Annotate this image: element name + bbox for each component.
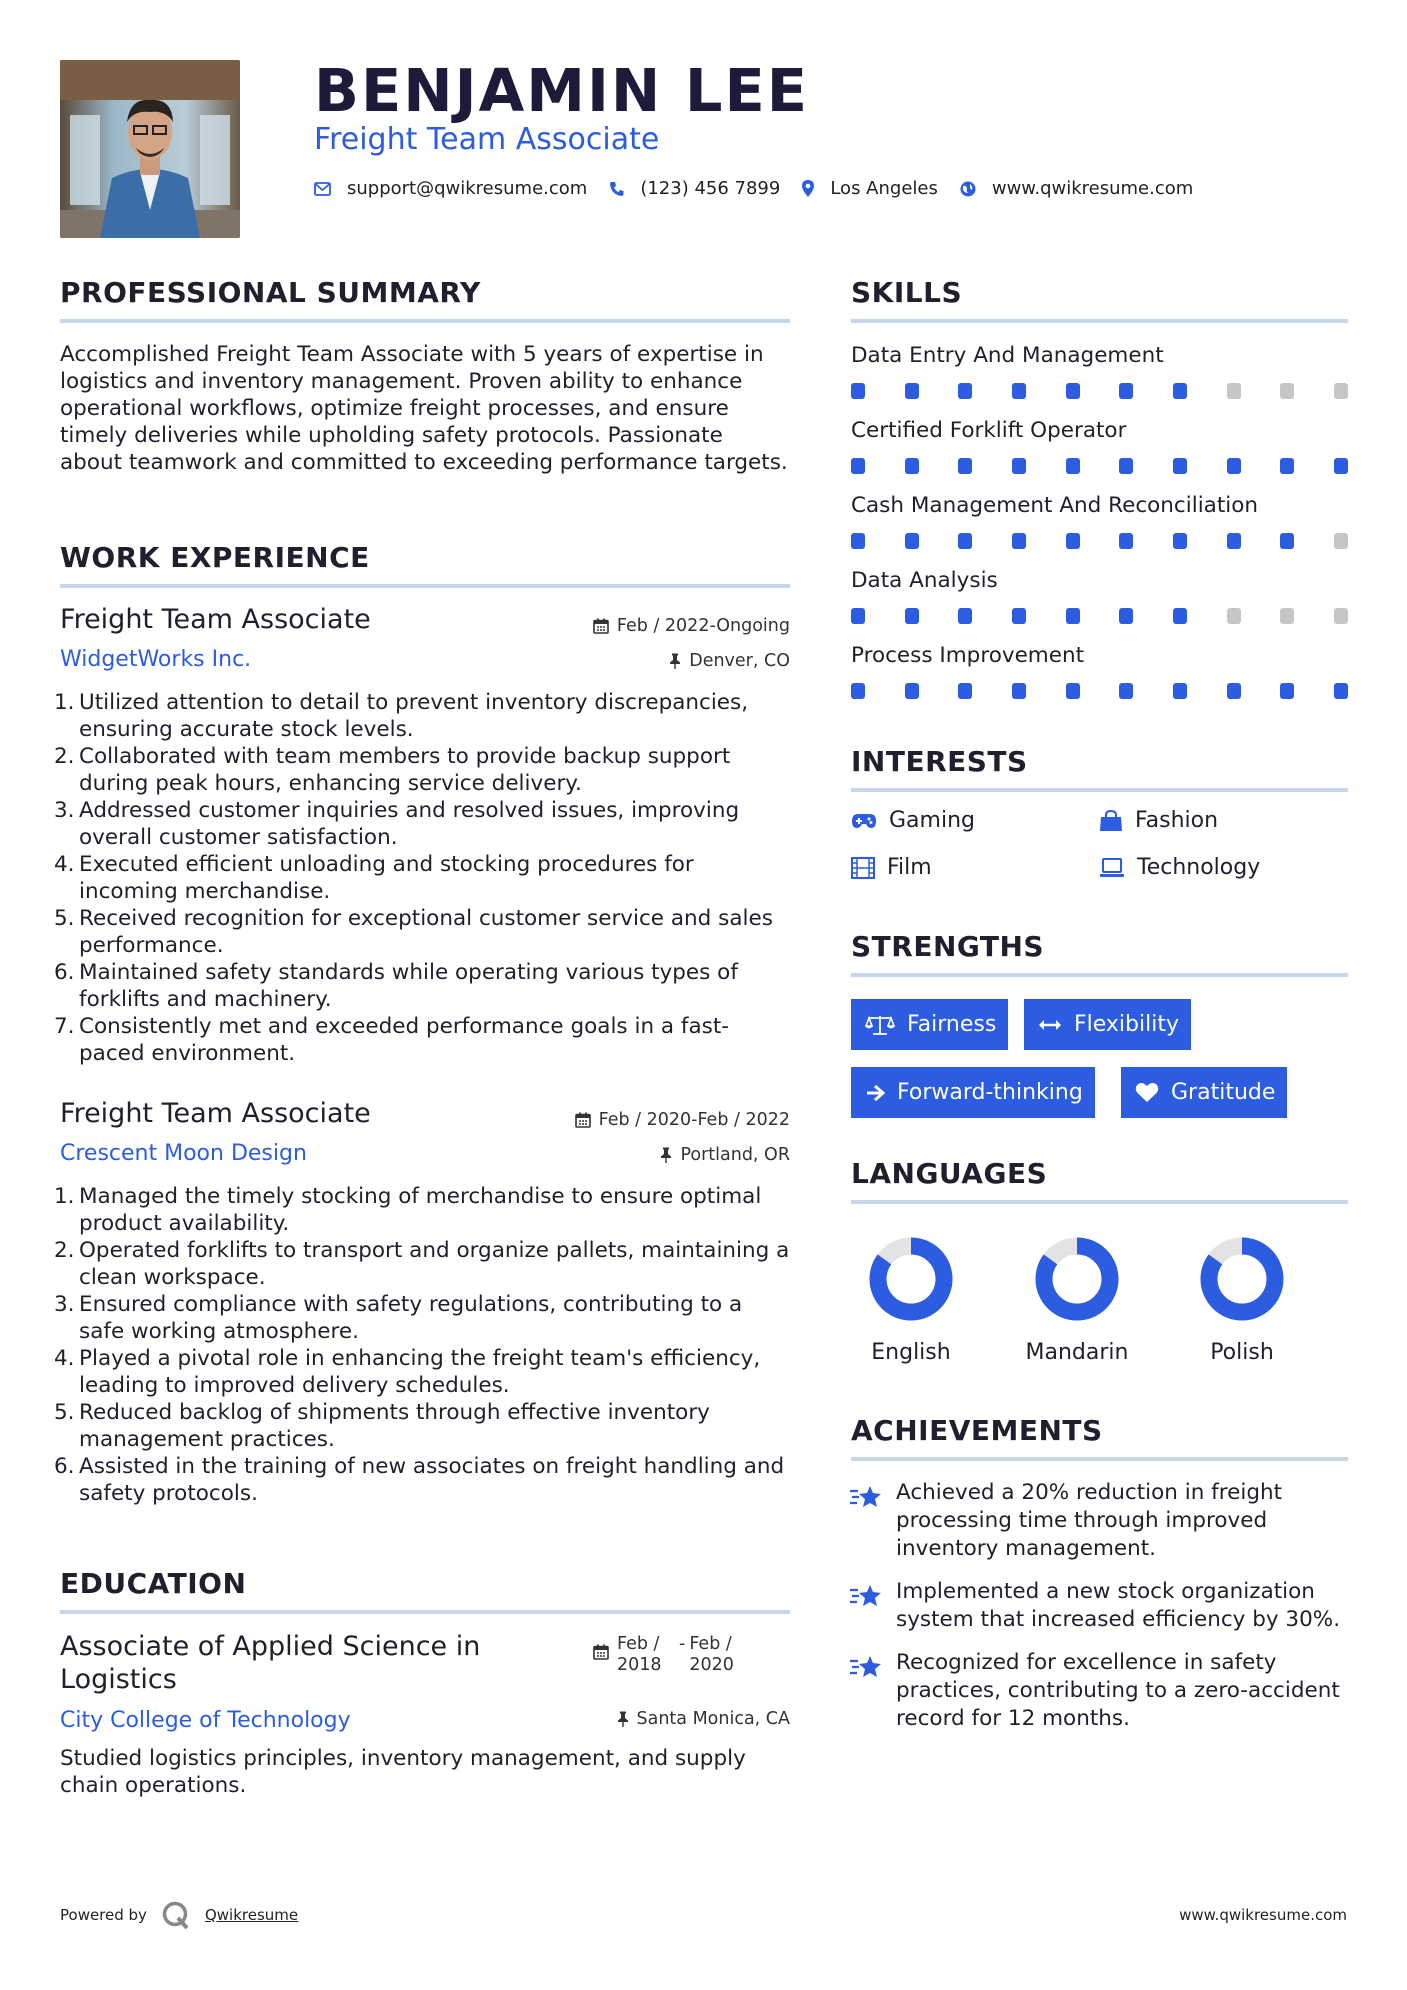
date-separator: - [679, 1634, 686, 1654]
arrow-right-icon [865, 1084, 885, 1102]
skill-dot-empty [1334, 533, 1348, 549]
email-text: support@qwikresume.com [347, 178, 588, 199]
skill-dot-empty [1280, 383, 1294, 399]
skill-dot-filled [851, 683, 865, 699]
skill-name: Cash Management And Reconciliation [851, 493, 1259, 518]
pushpin-icon [660, 1147, 672, 1163]
achievements-heading: ACHIEVEMENTS [851, 1414, 1103, 1447]
skill-dot-empty [1334, 608, 1348, 624]
interest-item [851, 808, 975, 833]
skill-dot-filled [905, 683, 919, 699]
list-item: 5. Received recognition for exceptional customer service and sales performance. [54, 906, 773, 958]
skill-dot-filled [1227, 683, 1241, 699]
website-text: www.qwikresume.com [991, 178, 1194, 199]
shooting-star-icon [849, 1582, 883, 1610]
list-item: 3. Addressed customer inquiries and resolved issues, improving overall customer satisfaction. [54, 798, 740, 850]
skill-dot-filled [1066, 533, 1080, 549]
achievement-item: Achieved a 20% reduction in freight processing time through improved inventory management. [896, 1480, 1283, 1561]
arrows-horizontal-icon [1038, 1018, 1062, 1032]
achievement-item: Recognized for excellence in safety practices, contributing to a zero-accident record for 12 months. [896, 1650, 1340, 1731]
education-heading: EDUCATION [60, 1567, 247, 1600]
skill-name: Data Entry And Management [851, 343, 1164, 368]
skill-dot-filled [905, 458, 919, 474]
list-item: 2. Operated forklifts to transport and organize pallets, maintaining a clean workspace. [54, 1238, 790, 1290]
job-location [660, 1145, 790, 1165]
list-item: 6. Maintained safety standards while operating various types of forklifts and machinery. [54, 960, 738, 1012]
job-dates [575, 1110, 790, 1130]
skill-dot-filled [1173, 533, 1187, 549]
skill-dot-filled [1066, 458, 1080, 474]
education-description: Studied logistics principles, inventory management, and supply chain operations. [60, 1746, 746, 1798]
powered-by-text: Powered by [60, 1906, 147, 1924]
language-donut [1034, 1236, 1120, 1322]
list-item: 3. Ensured compliance with safety regulations, contributing to a safe working atmosphere. [54, 1292, 743, 1344]
language-label: English [871, 1340, 951, 1365]
skill-dot-filled [1119, 533, 1133, 549]
experience-heading: WORK EXPERIENCE [60, 541, 370, 574]
balance-scale-icon [865, 1014, 895, 1036]
job-location-text: Denver, CO [689, 651, 790, 671]
interest-item [1099, 808, 1218, 833]
job-location [669, 651, 790, 671]
interest-label: Technology [1137, 855, 1261, 880]
list-item: 4. Executed efficient unloading and stocking procedures for incoming merchandise. [54, 852, 694, 904]
skill-name: Process Improvement [851, 643, 1085, 668]
skill-dot-empty [1334, 383, 1348, 399]
language-label: Polish [1210, 1340, 1274, 1365]
skill-dot-filled [1066, 383, 1080, 399]
interest-label: Film [887, 855, 932, 880]
list-item: 2. Collaborated with team members to provide backup support during peak hours, enhancing service delivery. [54, 744, 731, 796]
company-name[interactable]: WidgetWorks Inc. [60, 647, 252, 672]
language-donut [1199, 1236, 1285, 1322]
profile-photo [60, 60, 240, 238]
experience-divider [60, 584, 790, 588]
list-item: 5. Reduced backlog of shipments through effective inventory management practices. [54, 1400, 710, 1452]
strength-label: Gratitude [1171, 1080, 1276, 1105]
skill-dot-filled [851, 533, 865, 549]
education-location [617, 1709, 791, 1729]
skill-dot-filled [851, 608, 865, 624]
contact-website[interactable] [960, 178, 1193, 199]
skill-dot-filled [1173, 383, 1187, 399]
calendar-icon [593, 1644, 609, 1660]
strength-chip [1024, 999, 1191, 1050]
strengths-heading: STRENGTHS [851, 930, 1045, 963]
map-pin-icon [802, 180, 814, 197]
job-location-text: Portland, OR [680, 1145, 790, 1165]
qwikresume-link[interactable]: Qwikresume [204, 1906, 299, 1924]
achievement-item: Implemented a new stock organization system that increased efficiency by 30%. [896, 1579, 1341, 1632]
skill-name: Certified Forklift Operator [851, 418, 1127, 443]
skill-dot-filled [1012, 458, 1026, 474]
strengths-divider [851, 973, 1348, 977]
skill-dot-filled [1012, 683, 1026, 699]
skill-dot-filled [958, 533, 972, 549]
job-title: Freight Team Associate [60, 1098, 371, 1129]
languages-heading: LANGUAGES [851, 1157, 1048, 1190]
pushpin-icon [669, 653, 681, 669]
education-location-text: Santa Monica, CA [636, 1709, 790, 1729]
skill-dot-filled [1280, 458, 1294, 474]
education-dates [593, 1634, 747, 1676]
job-dates [593, 616, 790, 636]
candidate-name: BENJAMIN LEE [314, 56, 810, 125]
list-item: 1. Utilized attention to detail to prevent inventory discrepancies, ensuring accurate stock levels. [54, 690, 749, 742]
laptop-icon [1099, 858, 1125, 878]
strength-label: Forward-thinking [897, 1080, 1083, 1105]
skill-rating [851, 683, 1348, 699]
phone-text: (123) 456 7899 [640, 178, 781, 199]
interest-item [851, 855, 932, 880]
summary-text: Accomplished Freight Team Associate with 5 years of expertise in logistics and inventory management. Proven ability to enhance operational workflows, optimize freight processes, and ensure timely deliveries while upholding safety protocols. Passionate about teamwork and committed to exceeding performance targets. [60, 342, 788, 475]
skill-dot-filled [1119, 383, 1133, 399]
skill-dot-filled [958, 458, 972, 474]
summary-heading: PROFESSIONAL SUMMARY [60, 276, 481, 309]
gamepad-icon [851, 813, 877, 829]
interests-divider [851, 788, 1348, 792]
strength-label: Fairness [907, 1012, 997, 1037]
skill-dot-filled [1173, 683, 1187, 699]
calendar-icon [575, 1112, 591, 1128]
skill-dot-filled [1119, 608, 1133, 624]
skill-dot-filled [1227, 458, 1241, 474]
skill-rating [851, 383, 1348, 399]
shooting-star-icon [849, 1653, 883, 1681]
interests-heading: INTERESTS [851, 745, 1028, 778]
skill-name: Data Analysis [851, 568, 998, 593]
job-dates-text: Feb / 2022-Ongoing [616, 616, 790, 636]
list-item: 6. Assisted in the training of new associates on freight handling and safety protocols. [54, 1454, 785, 1506]
interest-item [1099, 855, 1260, 880]
skills-divider [851, 319, 1348, 323]
language-donut [868, 1236, 954, 1322]
strength-chip [851, 999, 1008, 1050]
qwikresume-logo-icon [161, 1900, 191, 1930]
location-text: Los Angeles [830, 178, 938, 199]
film-icon [851, 857, 875, 879]
contact-email[interactable] [314, 178, 587, 199]
skill-dot-filled [958, 608, 972, 624]
globe-icon [960, 181, 976, 197]
skill-dot-filled [1012, 533, 1026, 549]
skill-dot-filled [1066, 683, 1080, 699]
shopping-bag-icon [1099, 810, 1123, 832]
skill-dot-empty [1227, 383, 1241, 399]
footer-branding [60, 1900, 298, 1930]
skill-rating [851, 533, 1348, 549]
contact-location [802, 178, 938, 199]
skill-dot-filled [1012, 608, 1026, 624]
skill-rating [851, 458, 1348, 474]
skill-dot-filled [1173, 458, 1187, 474]
skill-dot-filled [958, 683, 972, 699]
strength-chip [851, 1067, 1095, 1118]
job-bullet-list [54, 1183, 790, 1507]
interest-label: Gaming [889, 808, 975, 833]
list-item: 7. Consistently met and exceeded performance goals in a fast-paced environment. [54, 1014, 730, 1066]
strength-label: Flexibility [1074, 1012, 1179, 1037]
skill-dot-filled [905, 608, 919, 624]
phone-icon [609, 181, 624, 197]
envelope-icon [314, 182, 331, 196]
education-divider [60, 1610, 790, 1614]
skill-dot-filled [905, 383, 919, 399]
skill-dot-filled [1012, 383, 1026, 399]
skill-dot-filled [905, 533, 919, 549]
skill-dot-filled [1227, 533, 1241, 549]
skill-dot-filled [1066, 608, 1080, 624]
school-name[interactable]: City College of Technology [60, 1708, 351, 1733]
skill-rating [851, 608, 1348, 624]
footer-url[interactable]: www.qwikresume.com [1179, 1906, 1347, 1924]
skills-heading: SKILLS [851, 276, 963, 309]
contact-bar [314, 178, 1215, 199]
skill-dot-filled [1280, 533, 1294, 549]
skill-dot-filled [1334, 683, 1348, 699]
language-label: Mandarin [1025, 1340, 1129, 1365]
skill-dot-filled [1119, 458, 1133, 474]
education-end: Feb / 2020 [689, 1634, 734, 1675]
list-item: 1. Managed the timely stocking of merchandise to ensure optimal product availability. [54, 1184, 762, 1236]
job-title: Freight Team Associate [60, 604, 371, 635]
list-item: 4. Played a pivotal role in enhancing the freight team's efficiency, leading to improved delivery schedules. [54, 1346, 761, 1398]
skill-dot-filled [958, 383, 972, 399]
candidate-title: Freight Team Associate [314, 122, 660, 157]
skill-dot-filled [1119, 683, 1133, 699]
languages-divider [851, 1200, 1348, 1204]
job-bullet-list [54, 689, 790, 1067]
education-start: Feb / 2018 [617, 1634, 662, 1675]
interest-label: Fashion [1135, 808, 1219, 833]
calendar-icon [593, 618, 609, 634]
skill-dot-filled [851, 383, 865, 399]
skill-dot-filled [851, 458, 865, 474]
heart-icon [1135, 1082, 1159, 1103]
skill-dot-filled [1334, 458, 1348, 474]
skill-dot-empty [1227, 608, 1241, 624]
skill-dot-empty [1280, 608, 1294, 624]
pushpin-icon [617, 1711, 629, 1727]
strength-chip [1121, 1067, 1287, 1118]
summary-divider [60, 319, 790, 323]
degree-title: Associate of Applied Science in Logistics [60, 1631, 481, 1695]
contact-phone[interactable] [609, 178, 780, 199]
skill-dot-filled [1280, 683, 1294, 699]
company-name[interactable]: Crescent Moon Design [60, 1141, 307, 1166]
skill-dot-filled [1173, 608, 1187, 624]
shooting-star-icon [849, 1483, 883, 1511]
job-dates-text: Feb / 2020-Feb / 2022 [598, 1110, 790, 1130]
achievements-divider [851, 1457, 1348, 1461]
